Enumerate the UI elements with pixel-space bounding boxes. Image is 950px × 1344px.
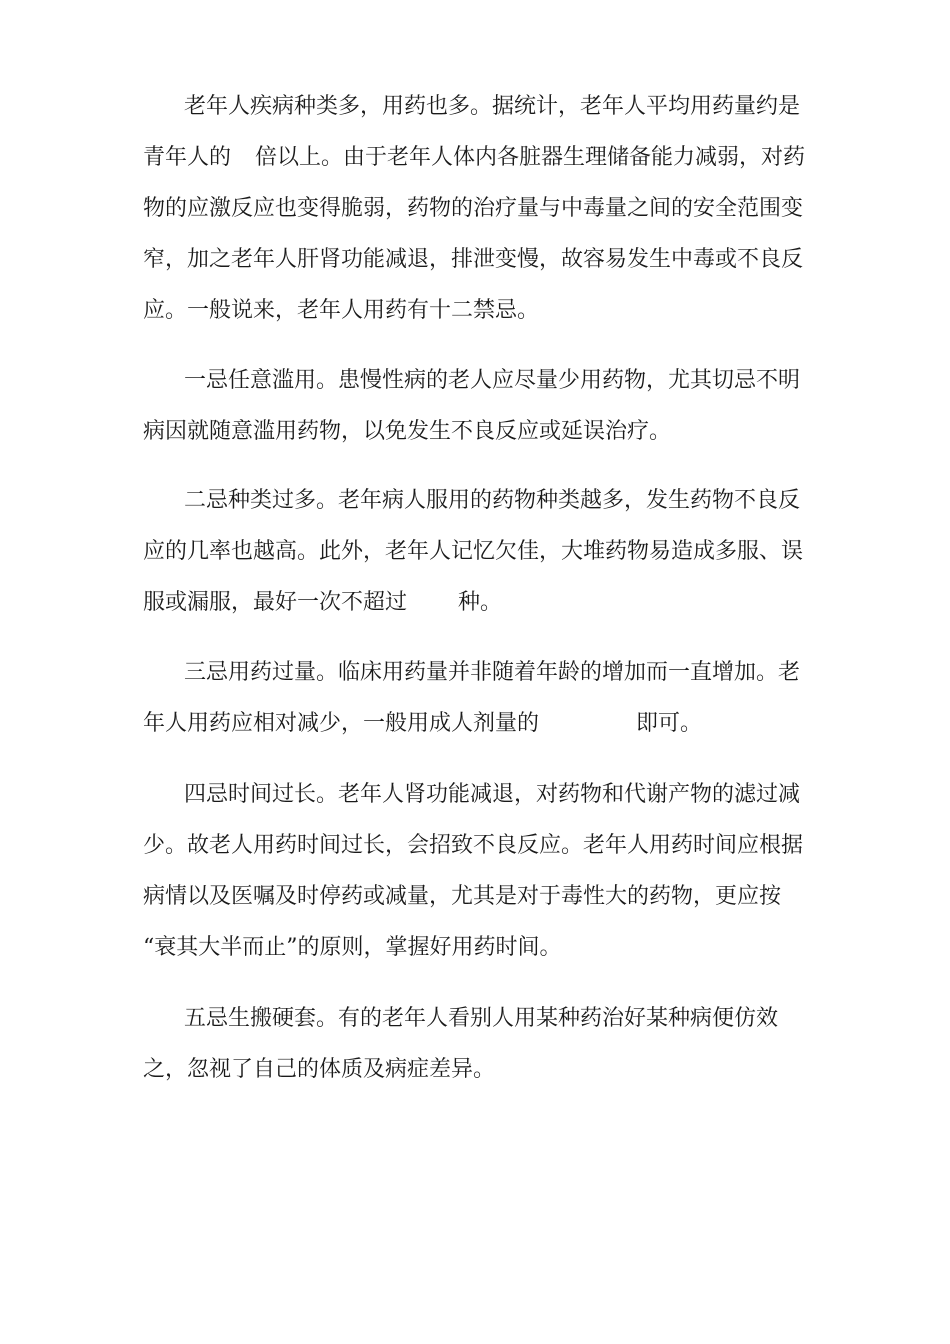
paragraph-3-line-3 <box>0 583 950 623</box>
text-segment: 种。 <box>458 590 503 615</box>
text-segment: 青年人的 <box>143 145 232 170</box>
paragraph-6-line-1 <box>0 999 950 1039</box>
paragraph-1-line-2 <box>0 138 950 178</box>
text-segment: 二忌种类过多。老年病人服用的药物种类越多，发生药物不良反 <box>184 488 801 513</box>
text-segment: 四忌时间过长。老年人肾功能减退，对药物和代谢产物的滤过减 <box>184 782 801 807</box>
paragraph-5-line-2 <box>0 826 950 866</box>
text-segment: 年人用药应相对减少，一般用成人剂量的 <box>143 711 540 736</box>
text-segment: 三忌用药过量。临床用药量并非随着年龄的增加而一直增加。老 <box>184 660 801 685</box>
paragraph-2-line-2 <box>0 412 950 452</box>
text-segment: 之，忽视了自己的体质及病症差异。 <box>143 1057 496 1082</box>
text-segment: 即可。 <box>636 711 703 736</box>
paragraph-1-line-3 <box>0 189 950 229</box>
text-segment: 应。一般说来，老年人用药有十二禁忌。 <box>143 298 540 323</box>
paragraph-5-line-4 <box>0 928 950 968</box>
text-segment: “衰其大半而止”的原则，掌握好用药时间。 <box>143 935 562 960</box>
text-segment: 五忌生搬硬套。有的老年人看别人用某种药治好某种病便仿效 <box>184 1006 779 1031</box>
text-segment: 窄，加之老年人肝肾功能减退，排泄变慢，故容易发生中毒或不良反 <box>143 247 804 272</box>
paragraph-3-line-1 <box>0 481 950 521</box>
text-segment: 应的几率也越高。此外，老年人记忆欠佳，大堆药物易造成多服、误 <box>143 539 804 564</box>
paragraph-1-line-4 <box>0 240 950 280</box>
text-segment: 病情以及医嘱及时停药或减量，尤其是对于毒性大的药物，更应按 <box>143 884 782 909</box>
paragraph-1-line-1 <box>0 87 950 127</box>
paragraph-2-line-1 <box>0 361 950 401</box>
paragraph-6-line-2 <box>0 1050 950 1090</box>
text-segment: 物的应激反应也变得脆弱，药物的治疗量与中毒量之间的安全范围变 <box>143 196 804 221</box>
paragraph-3-line-2 <box>0 532 950 572</box>
paragraph-4-line-2 <box>0 704 950 744</box>
paragraph-1-line-5 <box>0 291 950 331</box>
paragraph-5-line-3 <box>0 877 950 917</box>
text-segment: 少。故老人用药时间过长，会招致不良反应。老年人用药时间应根据 <box>143 833 804 858</box>
text-segment: 一忌任意滥用。患慢性病的老人应尽量少用药物，尤其切忌不明 <box>184 368 801 393</box>
text-segment: 病因就随意滥用药物，以免发生不良反应或延误治疗。 <box>143 419 672 444</box>
paragraph-5-line-1 <box>0 775 950 815</box>
text-segment: 服或漏服，最好一次不超过 <box>143 590 408 615</box>
paragraph-4-line-1 <box>0 653 950 693</box>
text-segment: 老年人疾病种类多，用药也多。据统计，老年人平均用药量约是 <box>184 94 801 119</box>
text-segment: 倍以上。由于老年人体内各脏器生理储备能力减弱，对药 <box>255 145 806 170</box>
